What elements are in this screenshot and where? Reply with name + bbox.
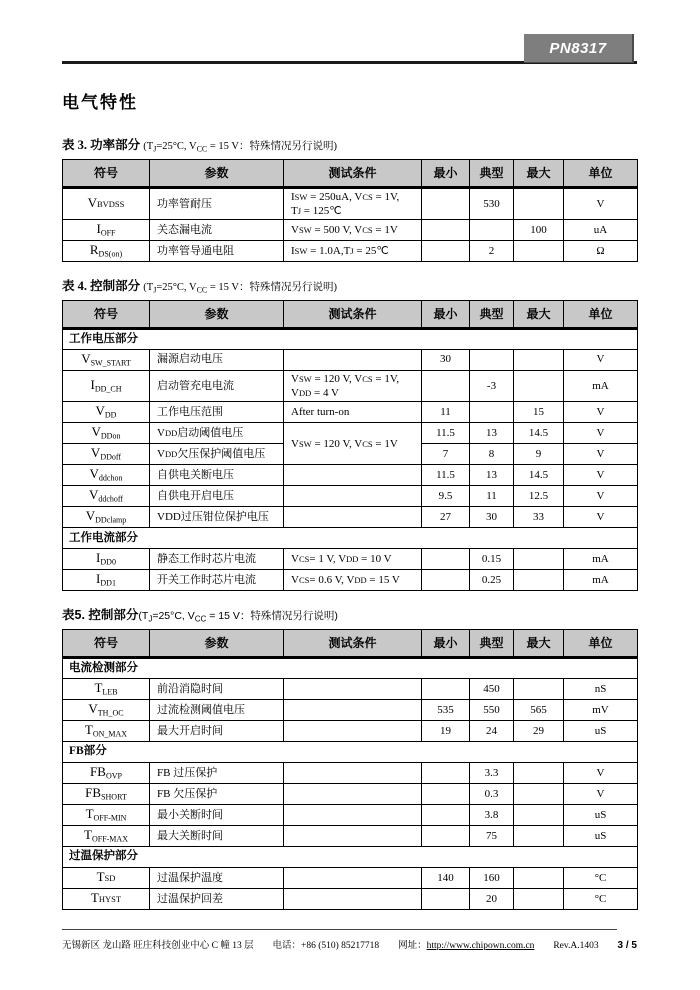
caption-conditions: ($T_J=25^\circ C$, $V_{CC} = 15$ V：特殊情况另行说明): [143, 141, 337, 154]
unit-cell: uS: [564, 720, 638, 741]
value-cell: [422, 825, 470, 846]
value-cell: 13: [470, 465, 514, 486]
symbol-cell: $V_{TH\_OC}$: [63, 699, 150, 720]
unit-cell: uS: [564, 825, 638, 846]
symbol-cell: $R_{DS(on)}$: [63, 241, 150, 262]
caption-conditions: ($T_J=25^\circ C$, $V_{CC} = 15$ V：特殊情况另行说明): [138, 610, 338, 624]
symbol-cell: $FB_{OVP}$: [63, 762, 150, 783]
column-header: 典型: [470, 159, 514, 187]
table-5-control-section-caption: [62, 605, 637, 624]
column-header: 最大: [514, 629, 564, 657]
unit-cell: uA: [564, 220, 638, 241]
value-cell: 20: [470, 888, 514, 909]
symbol-cell: $V_{DDclamp}$: [63, 507, 150, 528]
table-row: [63, 507, 638, 528]
value-cell: 13: [470, 423, 514, 444]
phone-label: 电话：: [272, 941, 301, 951]
parameter-cell: VDD启动阈值电压: [150, 423, 284, 444]
value-cell: 565: [514, 699, 564, 720]
table-4-control-section-block: [62, 276, 637, 591]
unit-cell: V: [564, 423, 638, 444]
value-cell: [514, 783, 564, 804]
value-cell: 550: [470, 699, 514, 720]
symbol-cell: $I_{OFF}$: [63, 220, 150, 241]
value-cell: [422, 549, 470, 570]
table-4-control-section: [62, 300, 638, 592]
table-5-control-section: [62, 629, 638, 910]
unit-cell: uS: [564, 804, 638, 825]
section-header: 电流检测部分: [63, 657, 638, 678]
table-3-power-section: [62, 159, 638, 263]
unit-cell: nS: [564, 678, 638, 699]
header-row: [63, 159, 638, 187]
footer-url-link[interactable]: http://www.chipown.com.cn: [426, 941, 535, 951]
value-cell: 14.5: [514, 423, 564, 444]
value-cell: [514, 762, 564, 783]
symbol-cell: $V_{ddchoff}$: [63, 486, 150, 507]
value-cell: 535: [422, 699, 470, 720]
condition-cell: After turn-on: [284, 402, 422, 423]
symbol-cell: $V_{DD}$: [63, 402, 150, 423]
unit-cell: V: [564, 187, 638, 220]
value-cell: 30: [422, 349, 470, 370]
value-cell: 9.5: [422, 486, 470, 507]
parameter-cell: 自供电开启电压: [150, 486, 284, 507]
table-row: [63, 465, 638, 486]
value-cell: 11.5: [422, 423, 470, 444]
unit-cell: Ω: [564, 241, 638, 262]
value-cell: [422, 762, 470, 783]
condition-cell: VSW = 500 V, VCS = 1V: [284, 220, 422, 241]
footer-website: [398, 937, 534, 951]
footer-rule: [62, 929, 617, 930]
value-cell: [514, 241, 564, 262]
value-cell: 11.5: [422, 465, 470, 486]
caption-title: 表5. 控制部分: [62, 608, 139, 623]
caption-conditions: ($T_J=25^\circ C$, $V_{CC} = 15$ V：特殊情况另行说明): [143, 282, 337, 295]
symbol-cell: VBVDSS: [63, 187, 150, 220]
unit-cell: V: [564, 349, 638, 370]
symbol-cell: $T_{LEB}$: [63, 678, 150, 699]
column-header: 参数: [150, 159, 284, 187]
column-header: 单位: [564, 159, 638, 187]
unit-cell: V: [564, 402, 638, 423]
condition-cell: [284, 783, 422, 804]
column-header: 符号: [63, 159, 150, 187]
table-row: [63, 867, 638, 888]
condition-cell: [284, 825, 422, 846]
value-cell: [422, 678, 470, 699]
condition-cell: VCS= 0.6 V, VDD = 15 V: [284, 570, 422, 591]
value-cell: 11: [470, 486, 514, 507]
column-header: 最小: [422, 629, 470, 657]
condition-cell: [284, 804, 422, 825]
unit-cell: V: [564, 507, 638, 528]
value-cell: 8: [470, 444, 514, 465]
section-header: 工作电压部分: [63, 328, 638, 349]
symbol-cell: $V_{ddchon}$: [63, 465, 150, 486]
value-cell: [422, 888, 470, 909]
table-row: [63, 762, 638, 783]
unit-cell: °C: [564, 888, 638, 909]
value-cell: [470, 402, 514, 423]
unit-cell: mA: [564, 570, 638, 591]
value-cell: [514, 549, 564, 570]
parameter-cell: 关态漏电流: [150, 220, 284, 241]
column-header: 符号: [63, 300, 150, 328]
column-header: 典型: [470, 629, 514, 657]
condition-cell: VCS= 1 V, VDD = 10 V: [284, 549, 422, 570]
table-row: [63, 720, 638, 741]
condition-cell: [284, 720, 422, 741]
value-cell: 100: [514, 220, 564, 241]
value-cell: 2: [470, 241, 514, 262]
symbol-cell: $V_{SW\_START}$: [63, 349, 150, 370]
table-row: [63, 825, 638, 846]
column-header: 测试条件: [284, 629, 422, 657]
value-cell: 7: [422, 444, 470, 465]
parameter-cell: VDD欠压保护阈值电压: [150, 444, 284, 465]
value-cell: 0.15: [470, 549, 514, 570]
header-row: [63, 629, 638, 657]
value-cell: [514, 370, 564, 402]
value-cell: [514, 825, 564, 846]
unit-cell: mV: [564, 699, 638, 720]
value-cell: [514, 867, 564, 888]
value-cell: 160: [470, 867, 514, 888]
unit-cell: V: [564, 486, 638, 507]
table-row: [63, 888, 638, 909]
section-row: [63, 528, 638, 549]
footer-address: 无锡新区 龙山路 旺庄科技创业中心 C 幢 13 层: [62, 941, 254, 951]
symbol-cell: $T_{ON\_MAX}$: [63, 720, 150, 741]
header-row: [63, 300, 638, 328]
value-cell: [422, 187, 470, 220]
parameter-cell: VDD过压钳位保护电压: [150, 507, 284, 528]
footer: [62, 937, 637, 951]
value-cell: 11: [422, 402, 470, 423]
parameter-cell: 静态工作时芯片电流: [150, 549, 284, 570]
section-row: [63, 846, 638, 867]
value-cell: 27: [422, 507, 470, 528]
condition-cell: [284, 888, 422, 909]
column-header: 单位: [564, 629, 638, 657]
condition-cell: VSW = 120 V, VCS = 1V, VDD = 4 V: [284, 370, 422, 402]
website-label: 网址：: [398, 941, 427, 951]
value-cell: 12.5: [514, 486, 564, 507]
footer-revision: Rev.A.1403: [553, 941, 599, 951]
value-cell: 3.8: [470, 804, 514, 825]
tables-container: [62, 135, 637, 910]
unit-cell: V: [564, 783, 638, 804]
parameter-cell: 最大开启时间: [150, 720, 284, 741]
table-5-control-section-block: [62, 605, 637, 910]
value-cell: [514, 349, 564, 370]
value-cell: [470, 349, 514, 370]
column-header: 最小: [422, 159, 470, 187]
column-header: 测试条件: [284, 300, 422, 328]
value-cell: 530: [470, 187, 514, 220]
value-cell: [514, 804, 564, 825]
parameter-cell: FB 欠压保护: [150, 783, 284, 804]
column-header: 最大: [514, 159, 564, 187]
value-cell: [514, 678, 564, 699]
section-row: [63, 328, 638, 349]
page-title: 电气特性: [62, 93, 138, 112]
column-header: 参数: [150, 629, 284, 657]
parameter-cell: 功率管耐压: [150, 187, 284, 220]
table-4-control-section-caption: [62, 276, 637, 295]
value-cell: 33: [514, 507, 564, 528]
condition-cell: [284, 699, 422, 720]
condition-cell: [284, 465, 422, 486]
value-cell: 29: [514, 720, 564, 741]
symbol-cell: THYST: [63, 888, 150, 909]
column-header: 单位: [564, 300, 638, 328]
value-cell: [422, 783, 470, 804]
symbol-cell: $I_{DD\_CH}$: [63, 370, 150, 402]
page-number: 3 / 5: [617, 940, 637, 951]
symbol-cell: $T_{OFF-MAX}$: [63, 825, 150, 846]
table-row: [63, 678, 638, 699]
condition-cell: [284, 762, 422, 783]
parameter-cell: 前沿消隐时间: [150, 678, 284, 699]
value-cell: 24: [470, 720, 514, 741]
value-cell: [422, 570, 470, 591]
value-cell: 15: [514, 402, 564, 423]
value-cell: 9: [514, 444, 564, 465]
table-row: [63, 220, 638, 241]
value-cell: 0.25: [470, 570, 514, 591]
symbol-cell: $FB_{SHORT}$: [63, 783, 150, 804]
table-row: [63, 349, 638, 370]
phone-number: +86 (510) 85217718: [301, 941, 380, 951]
table-row: [63, 699, 638, 720]
footer-phone: [272, 937, 379, 951]
unit-cell: V: [564, 444, 638, 465]
table-row: [63, 241, 638, 262]
value-cell: [514, 187, 564, 220]
value-cell: 14.5: [514, 465, 564, 486]
condition-cell: [284, 678, 422, 699]
table-row: [63, 402, 638, 423]
chip-name: PN8317: [549, 39, 607, 57]
table-row: [63, 370, 638, 402]
value-cell: 140: [422, 867, 470, 888]
table-3-power-section-block: [62, 135, 637, 262]
column-header: 最大: [514, 300, 564, 328]
caption-title: 表 4. 控制部分: [62, 279, 144, 294]
condition-cell: VSW = 120 V, VCS = 1V: [284, 423, 422, 465]
symbol-cell: $V_{DDon}$: [63, 423, 150, 444]
parameter-cell: FB 过压保护: [150, 762, 284, 783]
column-header: 最小: [422, 300, 470, 328]
table-row: [63, 804, 638, 825]
unit-cell: V: [564, 465, 638, 486]
parameter-cell: 过流检测阈值电压: [150, 699, 284, 720]
symbol-cell: TSD: [63, 867, 150, 888]
parameter-cell: 过温保护温度: [150, 867, 284, 888]
parameter-cell: 自供电关断电压: [150, 465, 284, 486]
symbol-cell: $I_{DD0}$: [63, 549, 150, 570]
table-3-power-section-caption: [62, 135, 637, 154]
value-cell: 30: [470, 507, 514, 528]
parameter-cell: 过温保护回差: [150, 888, 284, 909]
section-row: [63, 741, 638, 762]
section-header: 工作电流部分: [63, 528, 638, 549]
condition-cell: [284, 507, 422, 528]
value-cell: [422, 241, 470, 262]
parameter-cell: 工作电压范围: [150, 402, 284, 423]
symbol-cell: $V_{DDoff}$: [63, 444, 150, 465]
parameter-cell: 漏源启动电压: [150, 349, 284, 370]
section-row: [63, 657, 638, 678]
parameter-cell: 最大关断时间: [150, 825, 284, 846]
table-row: [63, 423, 638, 444]
condition-cell: ISW = 1.0A,TJ = 25℃: [284, 241, 422, 262]
unit-cell: mA: [564, 370, 638, 402]
value-cell: [422, 220, 470, 241]
condition-cell: [284, 486, 422, 507]
column-header: 符号: [63, 629, 150, 657]
value-cell: 450: [470, 678, 514, 699]
table-row: [63, 783, 638, 804]
table-row: [63, 549, 638, 570]
caption-title: 表 3. 功率部分: [62, 138, 144, 152]
value-cell: [514, 570, 564, 591]
chip-name-badge: [524, 34, 634, 63]
value-cell: -3: [470, 370, 514, 402]
column-header: 测试条件: [284, 159, 422, 187]
column-header: 典型: [470, 300, 514, 328]
parameter-cell: 功率管导通电阻: [150, 241, 284, 262]
condition-cell: [284, 867, 422, 888]
condition-cell: [284, 349, 422, 370]
parameter-cell: 启动管充电电流: [150, 370, 284, 402]
value-cell: 19: [422, 720, 470, 741]
page-content: [62, 88, 637, 910]
symbol-cell: $T_{OFF-MIN}$: [63, 804, 150, 825]
parameter-cell: 开关工作时芯片电流: [150, 570, 284, 591]
symbol-cell: $I_{DD1}$: [63, 570, 150, 591]
unit-cell: °C: [564, 867, 638, 888]
condition-cell: ISW = 250uA, VCS = 1V, TJ = 125℃: [284, 187, 422, 220]
value-cell: [470, 220, 514, 241]
unit-cell: mA: [564, 549, 638, 570]
column-header: 参数: [150, 300, 284, 328]
parameter-cell: 最小关断时间: [150, 804, 284, 825]
value-cell: [422, 370, 470, 402]
table-row: [63, 570, 638, 591]
table-row: [63, 187, 638, 220]
value-cell: 75: [470, 825, 514, 846]
section-header: 过温保护部分: [63, 846, 638, 867]
section-header: FB部分: [63, 741, 638, 762]
table-row: [63, 486, 638, 507]
value-cell: [514, 888, 564, 909]
unit-cell: V: [564, 762, 638, 783]
value-cell: [422, 804, 470, 825]
value-cell: 0.3: [470, 783, 514, 804]
value-cell: 3.3: [470, 762, 514, 783]
